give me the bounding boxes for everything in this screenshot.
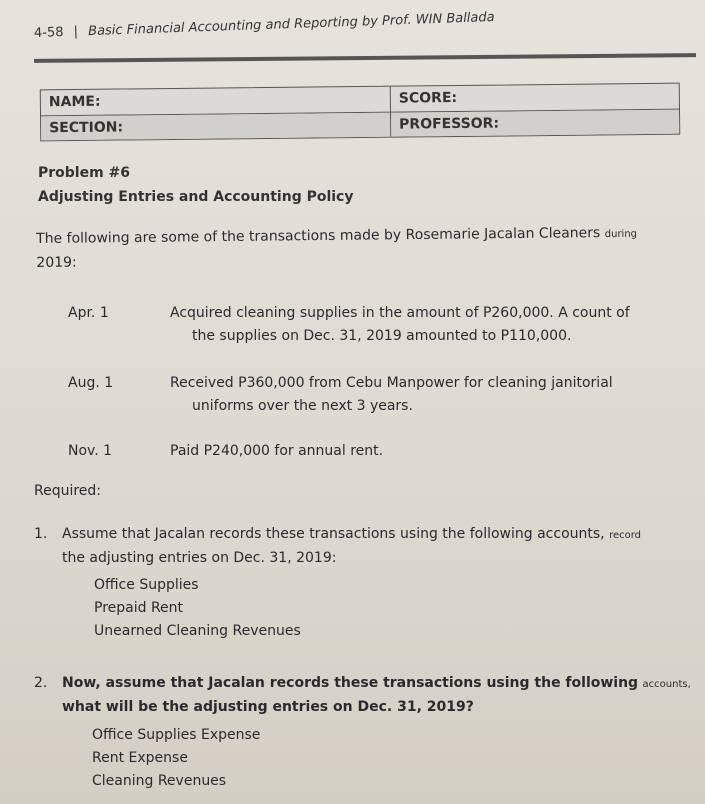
transaction-date: Aug. 1	[68, 375, 114, 391]
score-label: SCORE:	[391, 84, 679, 113]
requirement-text	[62, 672, 702, 718]
requirement-cut-word: record	[609, 530, 642, 541]
requirement-number: 1.	[34, 526, 48, 542]
requirement-2	[34, 672, 704, 720]
transaction-nov	[68, 440, 705, 466]
account-item: Unearned Cleaning Revenues	[94, 623, 301, 639]
transaction-line-1: Received P360,000 from Cebu Manpower for cleaning janitorial	[170, 375, 613, 391]
problem-intro	[36, 221, 705, 275]
header-separator: |	[73, 24, 79, 40]
requirement-line-1: Now, assume that Jacalan records these transactions using the following	[62, 675, 639, 691]
requirement-line-2: the adjusting entries on Dec. 31, 2019:	[62, 550, 337, 566]
professor-label: PROFESSOR:	[391, 110, 679, 137]
transaction-apr	[68, 302, 705, 352]
requirement-1	[34, 523, 704, 571]
name-label: NAME:	[41, 87, 391, 117]
account-item: Office Supplies	[94, 577, 199, 593]
transaction-date: Apr. 1	[68, 305, 109, 321]
transaction-line-2: the supplies on Dec. 31, 2019 amounted to P110,000.	[192, 328, 572, 344]
transaction-description	[170, 302, 700, 348]
problem-number: Problem #6	[38, 165, 131, 181]
requirement-line-1: Assume that Jacalan records these transactions using the following accounts,	[62, 526, 605, 542]
student-info-table	[40, 83, 681, 142]
header-rule	[34, 53, 696, 63]
book-title: Basic Financial Accounting and Reporting by Prof. WIN Ballada	[87, 9, 495, 40]
section-label: SECTION:	[41, 113, 391, 141]
transaction-line-1: Paid P240,000 for annual rent.	[170, 443, 384, 459]
transaction-description	[170, 440, 700, 463]
transaction-line-2: uniforms over the next 3 years.	[192, 398, 413, 414]
intro-line-2: 2019:	[36, 254, 77, 271]
requirement-line-2: what will be the adjusting entries on Dec. 31, 2019?	[62, 699, 474, 715]
account-item: Prepaid Rent	[94, 600, 184, 616]
account-item: Cleaning Revenues	[92, 773, 227, 789]
transaction-description	[170, 372, 700, 418]
requirement-text	[62, 523, 702, 569]
account-item: Office Supplies Expense	[92, 727, 261, 743]
transaction-date: Nov. 1	[68, 443, 113, 459]
account-list-2	[92, 724, 260, 793]
problem-title: Adjusting Entries and Accounting Policy	[38, 189, 354, 205]
page-number: 4-58	[33, 24, 64, 41]
requirement-cut-word: accounts,	[642, 679, 691, 690]
account-item: Rent Expense	[92, 750, 188, 766]
transaction-line-1: Acquired cleaning supplies in the amount of P260,000. A count of	[170, 305, 630, 321]
intro-line-1: The following are some of the transactions made by Rosemarie Jacalan Cleaners	[36, 225, 601, 247]
page-header	[34, 4, 654, 41]
required-heading: Required:	[34, 483, 102, 499]
requirement-number: 2.	[34, 675, 48, 691]
transaction-aug	[68, 372, 705, 422]
intro-cut-word: during	[604, 228, 638, 241]
account-list-1	[94, 574, 301, 643]
